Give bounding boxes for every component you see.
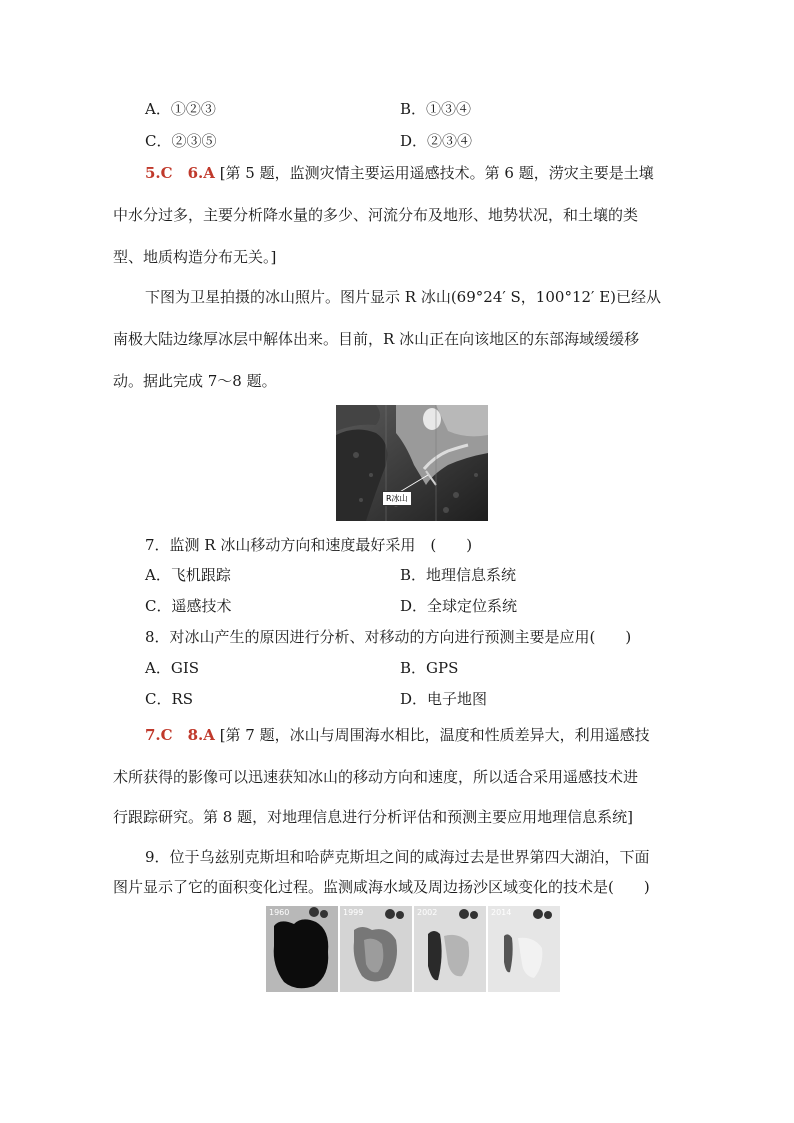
intro-7-8-line-3: 动。据此完成 7～8 题。 bbox=[113, 372, 277, 390]
q4-option-a: A．①②③ bbox=[145, 100, 216, 118]
answer-5-6-text-1: [第 5 题，监测灾情主要运用遥感技术。第 6 题，涝灾主要是土壤 bbox=[219, 164, 654, 182]
tile-year-1960: 1960 bbox=[269, 908, 290, 917]
intro-7-8-line-2: 南极大陆边缘厚冰层中解体出来。目前，R 冰山正在向该地区的东部海域缓缓移 bbox=[113, 330, 640, 348]
aral-sea-1960-graphic bbox=[266, 906, 338, 992]
q7-option-b: B．地理信息系统 bbox=[400, 566, 517, 584]
intro-7-8-line-1: 下图为卫星拍摄的冰山照片。图片显示 R 冰山(69°24′ S，100°12′ E)已经从 bbox=[145, 288, 662, 306]
answer-7-8-text-1: [第 7 题，冰山与周围海水相比，温度和性质差异大，利用遥感技 bbox=[219, 726, 650, 744]
iceberg-satellite-graphic bbox=[336, 405, 488, 521]
q7-option-a: A．飞机跟踪 bbox=[145, 566, 231, 584]
tile-year-2002: 2002 bbox=[417, 908, 438, 917]
q8-option-c: C．RS bbox=[145, 690, 194, 708]
q9-line-2: 图片显示了它的面积变化过程。监测咸海水域及周边扬沙区域变化的技术是( ) bbox=[113, 878, 650, 896]
answer-key-5-6: 5.C 6.A bbox=[145, 164, 215, 182]
q8-option-a: A．GIS bbox=[145, 659, 200, 677]
q7-stem: 7．监测 R 冰山移动方向和速度最好采用 ( ) bbox=[145, 536, 473, 554]
tile-year-1999: 1999 bbox=[343, 908, 364, 917]
aral-sea-2002-graphic bbox=[414, 906, 486, 992]
q8-option-d: D．电子地图 bbox=[400, 690, 488, 708]
iceberg-satellite-image bbox=[336, 405, 488, 521]
q4-option-c: C．②③⑤ bbox=[145, 132, 217, 150]
tile-year-2014: 2014 bbox=[491, 908, 512, 917]
aral-sea-tile-1999 bbox=[340, 906, 412, 992]
q4-option-b: B．①③④ bbox=[400, 100, 472, 118]
answer-7-8-line-2: 术所获得的影像可以迅速获知冰山的移动方向和速度，所以适合采用遥感技术进 bbox=[113, 768, 639, 786]
q8-option-b: B．GPS bbox=[400, 659, 459, 677]
answer-7-8-line-3: 行跟踪研究。第 8 题，对地理信息进行分析评估和预测主要应用地理信息系统] bbox=[113, 808, 633, 826]
answer-5-6-line-1 bbox=[145, 162, 654, 183]
aral-sea-2014-graphic bbox=[488, 906, 560, 992]
aral-sea-tile-2002 bbox=[414, 906, 486, 992]
answer-5-6-line-2: 中水分过多，主要分析降水量的多少、河流分布及地形、地势状况，和土壤的类 bbox=[113, 206, 639, 224]
aral-sea-tile-1960 bbox=[266, 906, 338, 992]
aral-sea-1999-graphic bbox=[340, 906, 412, 992]
q8-stem: 8．对冰山产生的原因进行分析、对移动的方向进行预测主要是应用( ) bbox=[145, 628, 632, 646]
iceberg-label: R冰山 bbox=[382, 491, 412, 506]
q7-option-c: C．遥感技术 bbox=[145, 597, 232, 615]
q7-option-d: D．全球定位系统 bbox=[400, 597, 518, 615]
q4-option-d: D．②③④ bbox=[400, 132, 473, 150]
q9-line-1: 9．位于乌兹别克斯坦和哈萨克斯坦之间的咸海过去是世界第四大湖泊，下面 bbox=[145, 848, 650, 866]
answer-5-6-line-3: 型、地质构造分布无关。] bbox=[113, 248, 277, 266]
answer-key-7-8: 7.C 8.A bbox=[145, 726, 215, 744]
answer-7-8-line-1 bbox=[145, 724, 650, 745]
aral-sea-tile-2014 bbox=[488, 906, 560, 992]
